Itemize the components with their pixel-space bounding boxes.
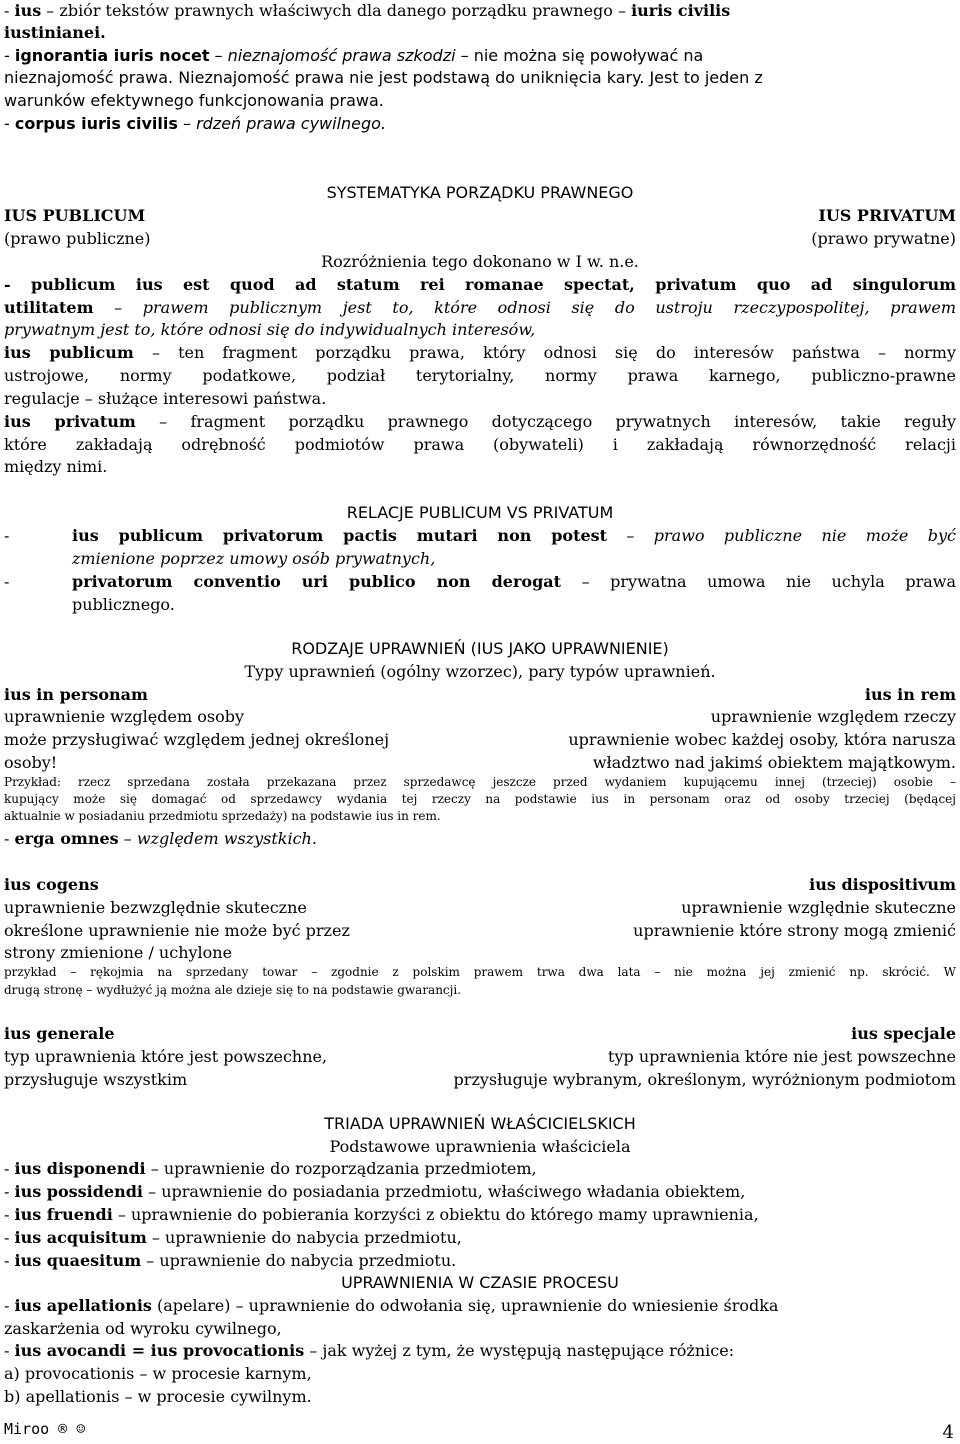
pair-przyslugiwac: może przysługiwać względem jednej określonej uprawnienie wobec każdej osoby, która narusza xyxy=(4,730,956,749)
line-avocandi: - ius avocandi = ius provocationis – jak wyżej z tym, że występują następujące różnice: xyxy=(4,1341,735,1360)
example-line-4: przykład – rękojmia na sprzedany towar – zgodnie z polskim prawem trwa dwa lata – nie można jej zmienić np. skrócić. W xyxy=(4,965,956,979)
line-iustinianei: iustinianei. xyxy=(4,23,106,42)
section-title-rodzaje: RODZAJE UPRAWNIEŃ (IUS JAKO UPRAWNIENIE) xyxy=(291,639,669,658)
example-line-3: aktualnie w posiadaniu przedmiotu sprzedaży) na podstawie ius in rem. xyxy=(4,809,441,823)
pair-przysluguje: przysługuje wszystkim przysługuje wybranym, określonym, wyróżnionym podmiotom xyxy=(4,1070,956,1089)
line-ignorantia-2: nieznajomość prawa. Nieznajomość prawa nie jest podstawą do uniknięcia kary. Jest to jeden z xyxy=(4,68,763,87)
section-title-triada: TRIADA UPRAWNIEŃ WŁAŚCICIELSKICH xyxy=(324,1114,636,1133)
heads-publicum-privatum: IUS PUBLICUM IUS PRIVATUM xyxy=(4,206,956,225)
line-privatorum-conventio: privatorum conventio uri publico non derogat – prywatna umowa nie uchyla prawa xyxy=(72,572,956,591)
pair-in-personam-in-rem: ius in personam ius in rem xyxy=(4,685,956,704)
line-ustrojowe: ustrojowe, normy podatkowe, podział terytorialny, normy prawa karnego, publiczno-prawne xyxy=(4,366,956,385)
line-ius-publicum: ius publicum – ten fragment porządku prawa, który odnosi się do interesów państwa – normy xyxy=(4,343,956,362)
pair-wzgledem: uprawnienie względem osoby uprawnienie względem rzeczy xyxy=(4,707,956,726)
section-title-relacje: RELACJE PUBLICUM VS PRIVATUM xyxy=(346,503,614,522)
bullet-dash: - xyxy=(4,572,10,591)
line-ius-definition: - ius – zbiór tekstów prawnych właściwych dla danego porządku prawnego – iuris civilis xyxy=(4,1,731,20)
subtitle-rodzaje: Typy uprawnień (ogólny wzorzec), pary typów uprawnień. xyxy=(244,662,716,681)
page-number: 4 xyxy=(942,1422,954,1443)
list-item: - ius disponendi – uprawnienie do rozporządzania przedmiotem, xyxy=(4,1159,537,1178)
example-line-1: Przykład: rzecz sprzedana została przekazana przez sprzedawcę jeszcze przed wydaniem kupującemu innej (trzeciej) osobie – xyxy=(4,775,956,789)
list-item: - ius quaesitum – uprawnienie do nabycia przedmiotu. xyxy=(4,1251,457,1270)
line-erga-omnes: - erga omnes – względem wszystkich. xyxy=(4,829,317,848)
example-line-2: kupujący może się domagać od sprzedawcy wydania tej rzeczy na podstawie ius in personam oraz od osoby trzeciej (będącej xyxy=(4,792,956,806)
line-ignorantia: - ignorantia iuris nocet – nieznajomość prawa szkodzi – nie można się powoływać na xyxy=(4,46,704,65)
line-publicznego: publicznego. xyxy=(72,595,175,614)
example-line-5: drugą stronę – wydłużyć ją można ale dzieje się to na podstawie gwarancji. xyxy=(4,983,462,997)
line-apellationis: - ius apellationis (apelare) – uprawnienie do odwołania się, uprawnienie do wniesienie środka xyxy=(4,1296,779,1315)
line-corpus-iuris: - corpus iuris civilis – rdzeń prawa cywilnego. xyxy=(4,114,387,133)
line-zaskarzenia: zaskarżenia od wyroku cywilnego, xyxy=(4,1319,282,1338)
pair-skuteczne: uprawnienie bezwzględnie skuteczne uprawnienie względnie skuteczne xyxy=(4,898,956,917)
pair-okreslone: określone uprawnienie nie może być przez uprawnienie które strony mogą zmienić xyxy=(4,921,956,940)
pair-generale-specjale: ius generale ius specjale xyxy=(4,1024,956,1043)
footer-author: Miroo ® ☺ xyxy=(4,1420,86,1438)
section-title-systematyka: SYSTEMATYKA PORZĄDKU PRAWNEGO xyxy=(326,183,634,202)
line-zmienione: zmienione poprzez umowy osób prywatnych, xyxy=(72,549,436,568)
line-strony-zmienione: strony zmienione / uchylone xyxy=(4,943,233,962)
bullet-dash: - xyxy=(4,526,10,545)
line-ius-privatum: ius privatum – fragment porządku prawnego dotyczącego prywatnych interesów, takie reguły xyxy=(4,412,957,431)
line-apellationis-civil: b) apellationis – w procesie cywilnym. xyxy=(4,1387,312,1406)
line-provocationis: a) provocationis – w procesie karnym, xyxy=(4,1364,312,1383)
list-item: - ius acquisitum – uprawnienie do nabycia przedmiotu, xyxy=(4,1228,462,1247)
section-title-proces: UPRAWNIENIA W CZASIE PROCESU xyxy=(341,1273,619,1292)
line-regulacje: regulacje – służące interesowi państwa. xyxy=(4,389,327,408)
line-ius-publicum-privatorum: ius publicum privatorum pactis mutari non potest – prawo publiczne nie może być xyxy=(72,526,957,545)
line-ignorantia-3: warunków efektywnego funkcjonowania prawa. xyxy=(4,91,384,110)
line-utilitatem: utilitatem – prawem publicznym jest to, które odnosi się do ustroju rzeczypospolitej, prawem xyxy=(4,298,956,317)
subs-publicum-privatum: (prawo publiczne) (prawo prywatne) xyxy=(4,229,956,248)
line-publicum-est: - publicum ius est quod ad statum rei romanae spectat, privatum quo ad singulorum xyxy=(4,275,956,294)
line-miedzy-nimi: między nimi. xyxy=(4,457,108,476)
pair-powszechne: typ uprawnienia które jest powszechne, typ uprawnienia które nie jest powszechne xyxy=(4,1047,956,1066)
pair-osoby-wladztwo: osoby! władztwo nad jakimś obiektem majątkowym. xyxy=(4,753,956,772)
subtitle-triada: Podstawowe uprawnienia właściciela xyxy=(329,1137,631,1156)
note-rozroznienia: Rozróżnienia tego dokonano w I w. n.e. xyxy=(321,252,639,271)
line-odrebnosc: które zakładają odrębność podmiotów prawa (obywateli) i zakładają równorzędność relacji xyxy=(4,435,956,454)
line-prywatnym: prywatnym jest to, które odnosi się do indywidualnych interesów, xyxy=(4,320,536,339)
pair-cogens-dispositivum: ius cogens ius dispositivum xyxy=(4,875,956,894)
list-item: - ius possidendi – uprawnienie do posiadania przedmiotu, właściwego władania obiektem, xyxy=(4,1182,746,1201)
list-item: - ius fruendi – uprawnienie do pobierania korzyści z obiektu do którego mamy uprawnienia, xyxy=(4,1205,759,1224)
